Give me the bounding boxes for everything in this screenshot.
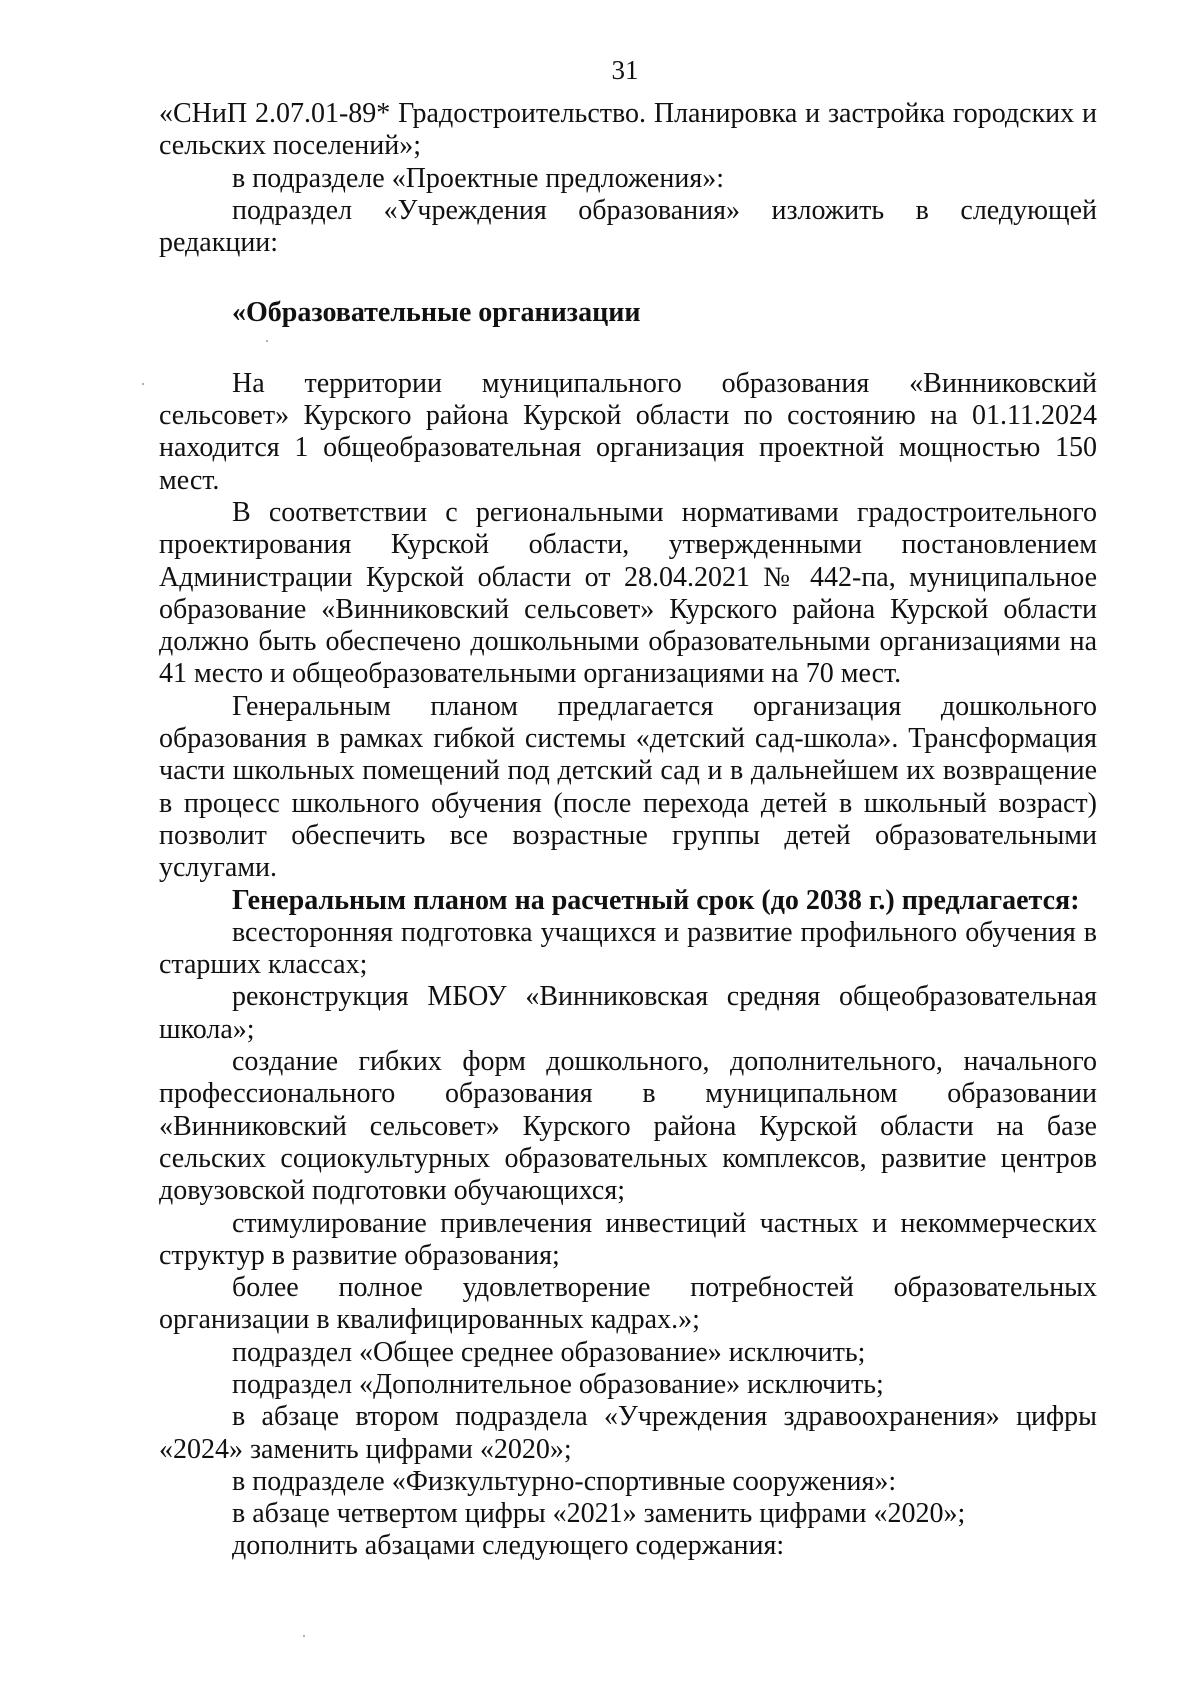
amendment-item: в абзаце втором подраздела «Учреждения здравоохранения» цифры «2024» заменить цифрами «2020»; — [159, 1401, 1097, 1465]
paragraph-kindergarten-school-system: Генеральным планом предлагается организация дошкольного образования в рамках гибкой системы «детский сад-школа». Трансформация части школьных помещений под детский сад и в дальнейшем их возвращение в процесс школьного обучения (после перехода детей в школьный возраст) позволит обеспечить все возрастные группы детей образовательными услугами. — [159, 690, 1097, 884]
section-heading: «Образовательные организации — [232, 297, 641, 329]
amendment-item: дополнить абзацами следующего содержания: — [232, 1530, 785, 1562]
proposal-item: стимулирование привлечения инвестиций частных и некоммерческих структур в развитие образования; — [159, 1207, 1097, 1271]
amendment-item: подраздел «Общее среднее образование» исключить; — [232, 1336, 866, 1368]
spacer — [159, 350, 1097, 368]
scan-speck — [142, 383, 144, 385]
proposal-item: всесторонняя подготовка учащихся и развитие профильного обучения в старших классах; — [159, 916, 1097, 981]
paragraph-subsection-proposals: в подразделе «Проектные предложения»: — [232, 162, 724, 194]
spacer — [159, 259, 1097, 277]
amendment-item: в подразделе «Физкультурно-спортивные сооружения»: — [232, 1465, 897, 1497]
paragraph-education-subsection-edit: подраздел «Учреждения образования» изложить в следующей редакции: — [159, 194, 1097, 259]
page-number: 31 — [611, 55, 639, 85]
scan-speck — [303, 1635, 305, 1637]
amendment-item: подраздел «Дополнительное образование» исключить; — [232, 1368, 884, 1400]
paragraph-snip-reference: «СНиП 2.07.01-89* Градостроительство. Планировка и застройка городских и сельских поселений»; — [159, 98, 1097, 162]
document-body — [159, 98, 1097, 1563]
amendment-item: в абзаце четвертом цифры «2021» заменить цифрами «2020»; — [232, 1498, 966, 1530]
proposal-item: реконструкция МБОУ «Винниковская средняя общеобразовательная школа»; — [159, 981, 1097, 1045]
paragraph-territory-schools: На территории муниципального образования «Винниковский сельсовет» Курского района Курской области по состоянию на 01.11.2024 находится 1 общеобразовательная организация проектной мощностью 150 мест. — [159, 367, 1097, 496]
paragraph-regional-standards: В соответствии с региональными нормативами градостроительного проектирования Курской области, утвержденными постановлением Администрации Курской области от 28.04.2021 № 442-па, муниципальное образование «Винниковский сельсовет» Курского района Курской области должно быть обеспечено дошкольными образовательными организациями на 41 место и общеобразовательными организациями на 70 мест. — [159, 496, 1097, 690]
scan-speck — [266, 340, 268, 342]
proposal-heading: Генеральным планом на расчетный срок (до 2038 г.) предлагается: — [232, 884, 1080, 916]
proposal-item: создание гибких форм дошкольного, дополнительного, начального профессионального образования в муниципальном образовании «Винниковский сельсовет» Курского района Курской области на базе сельских социокультурных образовательных комплексов, развитие центров довузовской подготовки обучающихся; — [159, 1046, 1097, 1207]
proposal-item: более полное удовлетворение потребностей образовательных организации в квалифицированных кадрах.»; — [159, 1272, 1097, 1336]
